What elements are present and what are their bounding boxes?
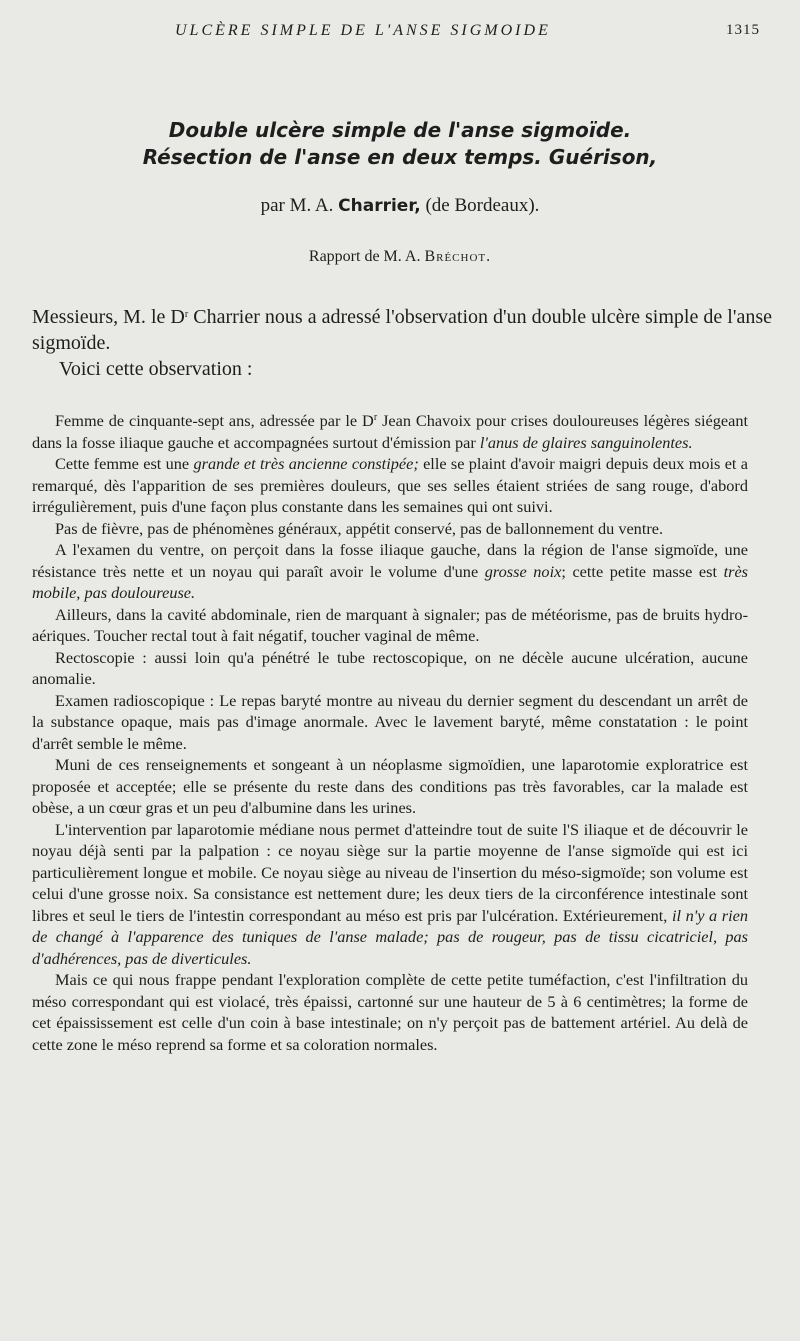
intro-paragraph-1 <box>32 304 772 356</box>
paragraph-1 <box>32 410 748 453</box>
intro-text-a: Messieurs, M. le D <box>32 306 185 328</box>
running-head <box>0 22 800 44</box>
p1-italic: l'anus de glaires sanguinolentes. <box>479 432 693 452</box>
p2-text-b: elle se plaint d'avoir maigri depuis deux mois et a remarqué, dès l'apparition de ses premières douleurs, que ses selles étaient striées de sang rouge, d'abord irrégulièrement, puis d'une façon plus constante dans les semaines qui ont suivi. <box>32 454 748 516</box>
p4-italic-1: grosse noix <box>484 561 562 581</box>
p2-italic: grande et très ancienne constipée; <box>193 454 419 473</box>
paragraph-9 <box>32 819 748 970</box>
byline-prefix: par M. A. <box>260 195 334 216</box>
page-number: 1315 <box>726 22 760 38</box>
running-head-title: ULCÈRE SIMPLE DE L'ANSE SIGMOIDE <box>175 22 551 39</box>
intro-sup: r <box>184 309 189 320</box>
p4-text-b: ; cette petite masse est <box>561 561 724 581</box>
p9-text-a: L'intervention par laparotomie médiane nous permet d'atteindre tout de suite l'S iliaque et de découvrir le noyau déjà senti par la palpation : ce noyau siège sur la partie moyenne de l'anse sigmoïde qui est ici particulièrement longue et mobile. Ce noyau siège au niveau de l'insertion du méso-sigmoïde; son volume est celui d'une grosse noix. Sa consistance est nettement dure; les deux tiers de la circonférence intestinale sont libres et seul le tiers de l'intestin correspondant au méso est pris par l'ulcération. Extérieurement, <box>32 819 748 925</box>
paragraph-8: Muni de ces renseignements et songeant à un néoplasme sigmoïdien, une laparotomie exploratrice est proposée et acceptée; elle se présente du reste dans des conditions pas très favorables, car la malade est obèse, a un cœur gras et un peu d'albumine dans les urines. <box>32 755 748 817</box>
byline <box>0 195 800 217</box>
paragraph-5: Ailleurs, dans la cavité abdominale, rien de marquant à signaler; pas de météorisme, pas de bruits hydro-aériques. Toucher rectal tout à fait négatif, toucher vaginal de même. <box>32 604 748 645</box>
p1-sup: r <box>373 412 378 423</box>
paragraph-3: Pas de fièvre, pas de phénomènes généraux, appétit conservé, pas de ballonnement du ventre. <box>55 518 664 538</box>
intro <box>32 304 772 382</box>
paragraph-7: Examen radioscopique : Le repas baryté montre au niveau du dernier segment du descendant un arrêt de la substance opaque, mais pas d'image anormale. Avec le lavement baryté, même constatation : le point d'arrêt semble le même. <box>32 690 748 753</box>
paragraph-10: Mais ce qui nous frappe pendant l'exploration complète de cette petite tuméfaction, c'est l'infiltration du méso correspondant qui est violacé, très épaissi, cartonné sur une hauteur de 5 à 6 centimètres; la forme de cet épaississement est celle d'un coin à base intestinale; on n'y perçoit pas de battement artériel. Au delà de cette zone le méso reprend sa forme et sa coloration normales. <box>32 970 748 1054</box>
p9-italic: il n'y a rien de changé à l'apparence des tuniques de l'anse malade; pas de rougeur, pas de tissu cicatriciel, pas d'adhérences, pas de diverticules. <box>32 905 748 968</box>
byline-suffix: (de Bordeaux). <box>425 195 540 216</box>
article-title-line-2: Résection de l'anse en deux temps. Guérison, <box>142 145 658 169</box>
article-title-line-1: Double ulcère simple de l'anse sigmoïde. <box>168 118 632 142</box>
report-prefix: Rapport de M. A. <box>308 248 421 265</box>
byline-author: Charrier, <box>338 196 421 216</box>
p4-text-a: A l'examen du ventre, on perçoit dans la fosse iliaque gauche, dans la région de l'anse sigmoïde, une résistance très nette et un noyau qui paraît avoir le volume d'une <box>32 540 748 581</box>
intro-paragraph-2: Voici cette observation : <box>59 358 253 380</box>
p1-text-a: Femme de cinquante-sept ans, adressée par le D <box>55 411 374 430</box>
report-author: Bréchot. <box>424 248 492 265</box>
p4-italic-2: très mobile, pas douloureuse. <box>32 561 749 602</box>
p1-text-b: Jean Chavoix pour crises douloureuses légères siégeant dans la fosse iliaque gauche et accompagnées surtout d'émission par <box>32 411 748 452</box>
report-line <box>0 248 800 266</box>
intro-text-b: Charrier nous a adressé l'observation d'un double ulcère simple de l'anse sigmoïde. <box>32 306 772 354</box>
paragraph-6: Rectoscopie : aussi loin qu'a pénétré le tube rectoscopique, on ne décèle aucune ulcération, aucune anomalie. <box>32 647 748 688</box>
paragraph-4 <box>32 539 748 604</box>
observation-body <box>32 410 748 1055</box>
paragraph-2 <box>32 453 748 518</box>
p2-text-a: Cette femme est une <box>55 454 194 473</box>
